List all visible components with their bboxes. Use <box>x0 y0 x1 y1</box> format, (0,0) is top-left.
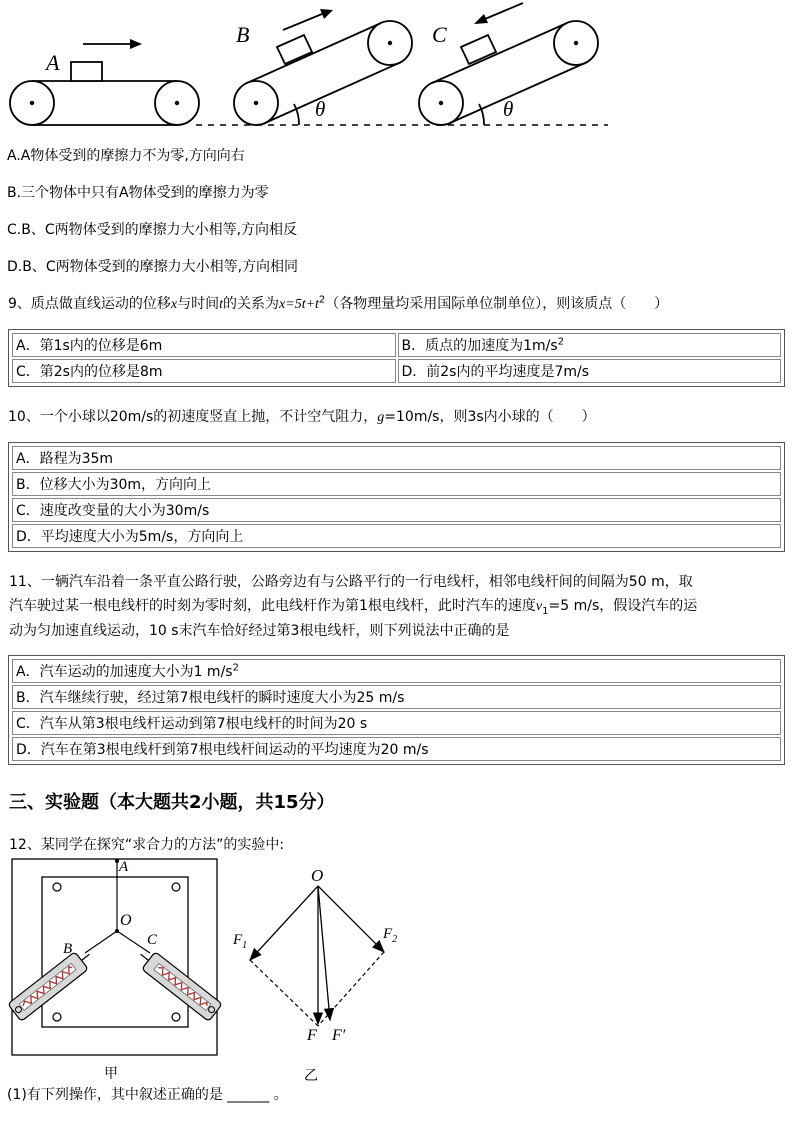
fig2-label-f: F <box>307 1027 317 1044</box>
q11-option-d[interactable]: D．汽车在第3根电线杆到第7根电线杆间运动的平均速度为20 m/s <box>12 737 781 761</box>
arrow-up-left-icon <box>474 3 523 24</box>
force-board-figure <box>0 855 230 1065</box>
label-b: B <box>236 22 250 47</box>
q9-option-c[interactable]: C．第2s内的位移是8m <box>12 359 396 383</box>
label-theta-b: θ <box>315 97 326 121</box>
fig1-label-a: A <box>119 859 129 875</box>
fig2-caption: 乙 <box>304 1068 318 1084</box>
q8-option-c: C.B、C两物体受到的摩擦力大小相等,方向相反 <box>7 222 298 238</box>
label-a: A <box>46 50 60 75</box>
q11-option-a[interactable]: A．汽车运动的加速度大小为1 $m/s^2$ <box>12 659 781 683</box>
q9-option-b[interactable]: B．质点的加速度为$1m/s^2$ <box>398 333 782 357</box>
spring-scale-b <box>8 946 96 1022</box>
arrow-up-right-icon <box>283 9 333 30</box>
belt-a <box>10 62 199 125</box>
q12-stem: 12、某同学在探究“求合力的方法”的实验中: <box>9 837 285 853</box>
q9-option-a[interactable]: A．第1s内的位移是6m <box>12 333 396 357</box>
conveyor-belts-figure <box>0 0 794 140</box>
q10-option-d[interactable]: D．平均速度大小为5m/s，方向向上 <box>12 524 781 548</box>
fig1-label-b: B <box>63 941 73 957</box>
arrow-right-icon <box>83 39 142 49</box>
q8-option-a: A.A物体受到的摩擦力不为零,方向向右 <box>7 148 245 164</box>
q11-option-c[interactable]: C．汽车从第3根电线杆运动到第7根电线杆的时间为20 s <box>12 711 781 735</box>
q9-option-d[interactable]: D．前2s内的平均速度是7m/s <box>398 359 782 383</box>
label-theta-c: θ <box>503 97 514 121</box>
q11-options-table <box>8 655 785 765</box>
q10-option-c[interactable]: C．速度改变量的大小为30m/s <box>12 498 781 522</box>
fig1-label-o: O <box>120 912 132 929</box>
fig2-label-f-prime: F′ <box>332 1027 346 1044</box>
q10-options-table <box>8 442 785 552</box>
q8-option-b: B.三个物体中只有A物体受到的摩擦力为零 <box>7 185 269 201</box>
q9-stem: 9、质点做直线运动的位移x与时间t的关系为$x=5t+t^2$（各物理量均采用国际单位制单位），则该质点（ ） <box>8 294 669 312</box>
force-parallelogram-figure <box>230 870 410 1030</box>
fig2-label-o: O <box>311 866 324 885</box>
q10-option-a[interactable]: A．路程为35m <box>12 446 781 470</box>
q9-options-table <box>8 329 785 387</box>
fig2-label-f2: $F_2$ <box>383 926 398 945</box>
q12-sub1: (1)有下列操作，其中叙述正确的是 ______ 。 <box>7 1087 288 1103</box>
q10-stem: 10、一个小球以20m/s的初速度竖直上抛，不计空气阻力，g=10m/s，则3s内小球的（ ） <box>8 409 596 425</box>
label-c: C <box>432 22 447 47</box>
fig2-label-f1: $F_1$ <box>233 932 248 951</box>
fig1-label-c: C <box>147 932 158 948</box>
q8-option-d: D.B、C两物体受到的摩擦力大小相等,方向相同 <box>7 259 299 275</box>
q10-option-b[interactable]: B．位移大小为30m，方向向上 <box>12 472 781 496</box>
spring-scale-c <box>134 946 222 1022</box>
section-title: 三、实验题（本大题共2小题，共15分） <box>9 792 335 813</box>
q11-option-b[interactable]: B．汽车继续行驶，经过第7根电线杆的瞬时速度大小为25 m/s <box>12 685 781 709</box>
q11-stem: 11、一辆汽车沿着一条平直公路行驶，公路旁边有与公路平行的一行电线杆，相邻电线杆间的间隔为50 m，取 汽车驶过某一根电线杆的时刻为零时刻，此电线杆作为第1根电线杆，此时汽车的速度$v_1=5$ m/s，假设汽车的运 动为匀加速直线运动，10 s末汽车恰好经过第3根电线杆，则下列说法中正确的是 <box>9 574 698 639</box>
fig1-caption: 甲 <box>104 1066 118 1082</box>
